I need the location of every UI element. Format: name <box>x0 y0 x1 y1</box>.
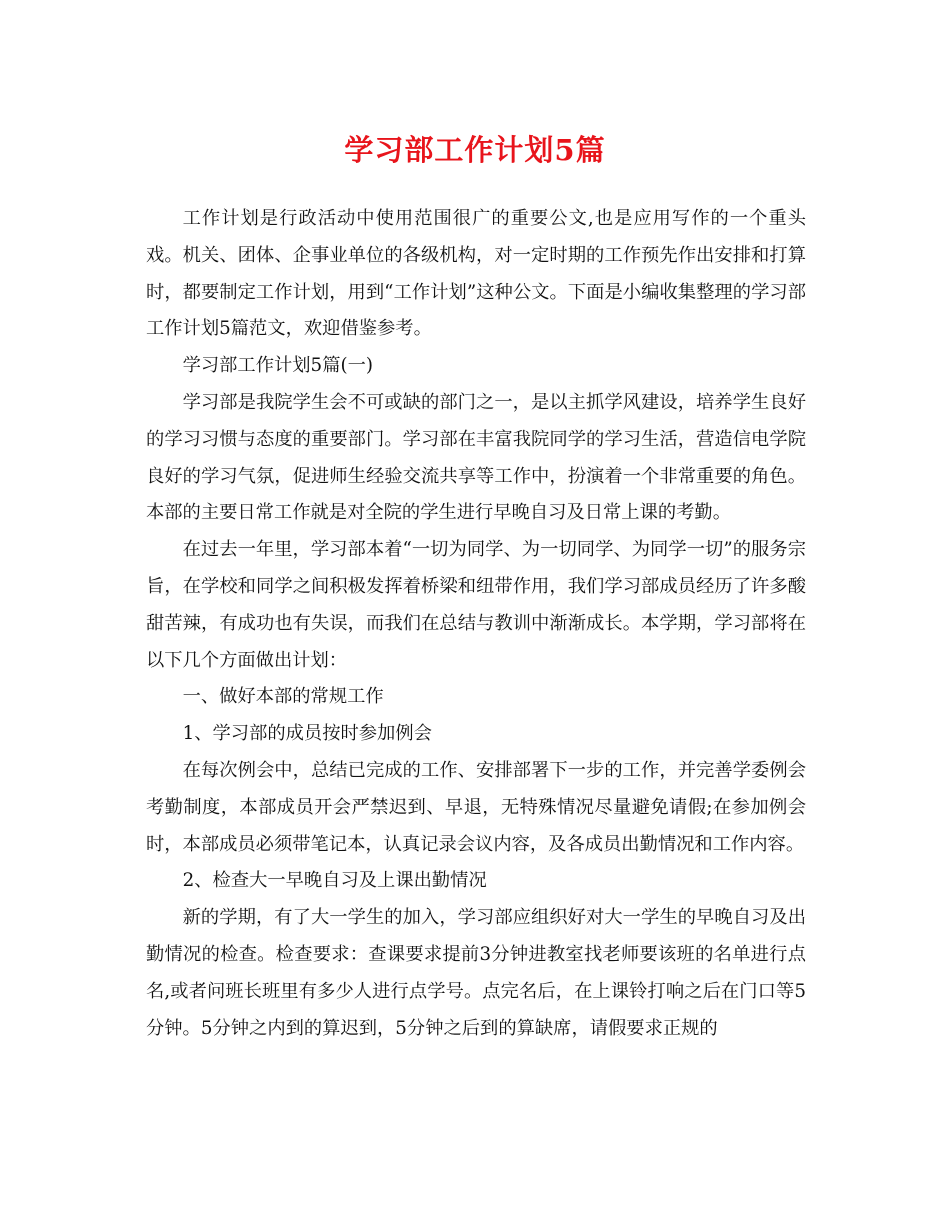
paragraph-section-heading: 学习部工作计划5篇(一) <box>182 355 374 377</box>
document-title: 学习部工作计划5篇 <box>344 133 606 167</box>
paragraph-item-1-heading: 1、学习部的成员按时参加例会 <box>182 723 432 745</box>
paragraph-intro: 工作计划是行政活动中使用范围很广的重要公文,也是应用写作的一个重头戏。机关、团体、企事业单位的各级机构，对一定时期的工作预先作出安排和打算时，都要制定工作计划，用到“工作计划”这种公文。下面是小编收集整理的学习部工作计划5篇范文，欢迎借鉴参考。 <box>146 208 806 340</box>
paragraph-item-2-heading: 2、检查大一早晚自习及上课出勤情况 <box>182 870 487 892</box>
paragraph-heading-routine-work: 一、做好本部的常规工作 <box>182 686 384 708</box>
paragraph-department-intro: 学习部是我院学生会不可或缺的部门之一，是以主抓学风建设，培养学生良好的学习习惯与态度的重要部门。学习部在丰富我院同学的学习生活，营造信电学院良好的学习气氛，促进师生经验交流共享等工作中，扮演着一个非常重要的角色。本部的主要日常工作就是对全院的学生进行早晚自习及日常上课的考勤。 <box>146 391 806 524</box>
document-body <box>146 201 806 1047</box>
paragraph-item-1-body: 在每次例会中，总结已完成的工作、安排部署下一步的工作，并完善学委例会考勤制度，本部成员开会严禁迟到、早退，无特殊情况尽量避免请假;在参加例会时，本部成员必须带笔记本，认真记录会议内容，及各成员出勤情况和工作内容。 <box>146 759 806 855</box>
paragraph-past-year: 在过去一年里，学习部本着“一切为同学、为一切同学、为同学一切”的服务宗旨，在学校和同学之间积极发挥着桥梁和纽带作用，我们学习部成员经历了许多酸甜苦辣，有成功也有失误，而我们在总结与教训中渐渐成长。本学期，学习部将在以下几个方面做出计划： <box>146 539 806 671</box>
paragraph-item-2-body: 新的学期，有了大一学生的加入，学习部应组织好对大一学生的早晚自习及出勤情况的检查。检查要求：查课要求提前3分钟进教室找老师要该班的名单进行点名,或者问班长班里有多少人进行点学号。点完名后，在上课铃打响之后在门口等5分钟。5分钟之内到的算迟到，5分钟之后到的算缺席，请假要求正规的 <box>146 907 806 1039</box>
